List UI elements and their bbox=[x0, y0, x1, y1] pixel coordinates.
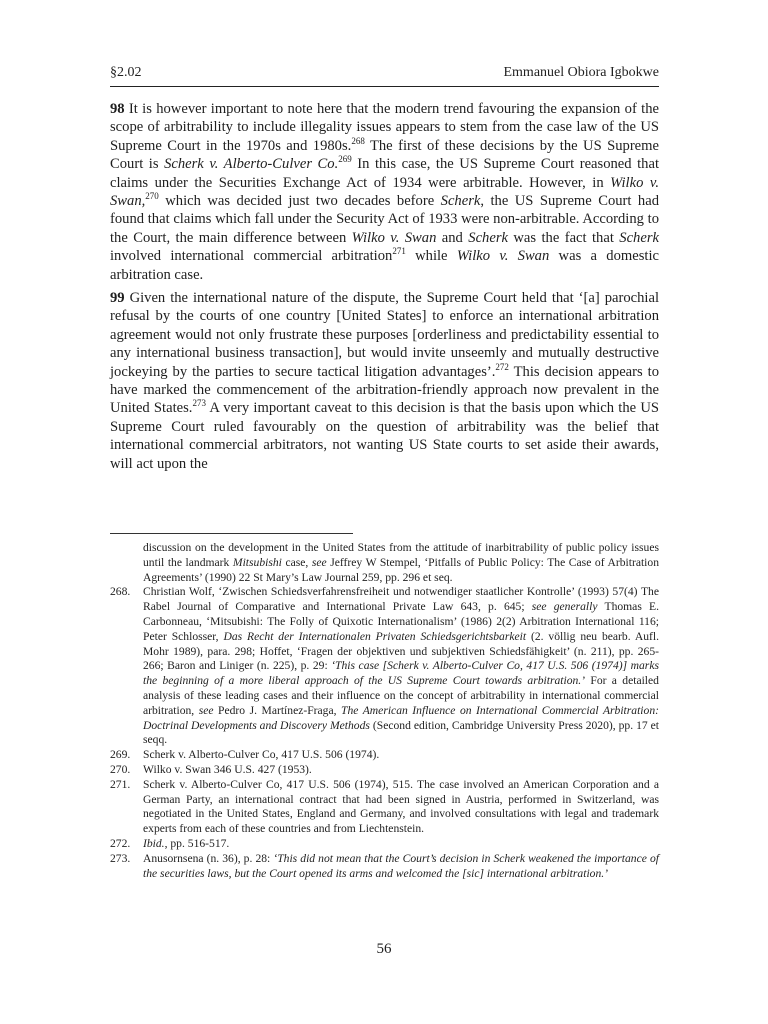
paragraph-text: A very important caveat to this decision is that the basis upon which the US Supreme Court ruled favourably on the question of arbitrability was the belief that international commercial arbitrators, not wanting US State courts to set aside their awards, will act upon the bbox=[110, 400, 659, 472]
paragraph-text: and bbox=[436, 229, 469, 246]
running-header bbox=[110, 64, 659, 87]
footnote-number: 270. bbox=[110, 762, 131, 776]
footnote-ref[interactable]: 268 bbox=[351, 135, 365, 146]
footnote-italic: ‘This did not mean that the Court’s decision in Scherk weakened the importance of the securities laws, but the Court opened its arms and welcomed the [sic] international arbitration.’ bbox=[143, 851, 659, 880]
footnote-number: 272. bbox=[110, 836, 131, 850]
footnote-ref[interactable]: 272 bbox=[495, 361, 509, 372]
paragraph-number: 98 bbox=[110, 101, 125, 117]
footnote-text: Scherk v. Alberto-Culver Co, 417 U.S. 506 (1974), 515. The case involved an American Corporation and a German Party, an international contract that had been signed in Austria, performed in Switzerland, was negotiated in the United States, England and Germany, and involved consultations with legal and trademark experts from each of these countries and from Liechtenstein. bbox=[143, 777, 659, 836]
paragraph-text: involved international commercial arbitration bbox=[110, 248, 393, 265]
footnote-text: Jeffrey W Stempel, ‘Pitfalls of Public Policy: The Case of Arbitration Agreements’ (1990) 22 St Mary’s Law Journal 259, pp. 296 et seq. bbox=[143, 555, 659, 584]
footnote-italic: see generally bbox=[531, 600, 598, 614]
footnote-divider bbox=[110, 533, 353, 534]
footnote-text: For a detailed analysis of these leading cases and their influence on the concept of arbitrability in international commercial arbitration, bbox=[143, 674, 659, 717]
footnote-ref[interactable]: 270 bbox=[145, 191, 159, 202]
case-name: Wilko v. Swan, bbox=[110, 174, 659, 210]
footnote-269 bbox=[110, 748, 659, 763]
footnote-273 bbox=[110, 852, 659, 882]
footnotes-section bbox=[110, 541, 659, 881]
paragraph-text: Given the international nature of the dispute, the Supreme Court held that ‘[a] parochial refusal by the courts of one country [United States] to enforce an international arbitration agreement would not only frustrate these purposes [orderliness and predictability essential to any international business transaction], but would invite unseemly and mutually destructive jockeying by the parties to secure tactical litigation advantages’. bbox=[110, 290, 659, 380]
footnote-text: case, bbox=[281, 555, 312, 569]
paragraph-text: The first of these decisions by the US Supreme Court is bbox=[110, 137, 659, 173]
case-name: Wilko v. Swan bbox=[456, 248, 550, 265]
footnote-text: (2. völlig neu bearb. Aufl. Mohr 1989), para. 298; Hoffet, ‘Fragen der objektiven und subjektiven Schiedsfähigkeit’ (n. 211), pp. 265-266; Baron and Liniger (n. 225), p. 29: bbox=[143, 629, 659, 673]
footnote-text: Wilko v. Swan 346 U.S. 427 (1953). bbox=[143, 762, 312, 776]
footnote-270 bbox=[110, 763, 659, 778]
page-number: 56 bbox=[376, 941, 392, 957]
paragraph-99 bbox=[110, 289, 659, 473]
paragraph-98 bbox=[110, 100, 659, 284]
paragraph-text: while bbox=[405, 248, 457, 265]
case-name: Scherk bbox=[440, 193, 481, 210]
footnote-number: 271. bbox=[110, 777, 131, 791]
section-label: §2.02 bbox=[110, 65, 142, 80]
footnote-text: Scherk v. Alberto-Culver Co, 417 U.S. 506 (1974). bbox=[143, 748, 380, 762]
paragraph-text: which was decided just two decades before bbox=[158, 193, 441, 210]
footnote-ref[interactable]: 271 bbox=[392, 246, 406, 257]
footnote-271 bbox=[110, 778, 659, 837]
footnote-ref[interactable]: 273 bbox=[192, 398, 206, 409]
author-name: Emmanuel Obiora Igbokwe bbox=[503, 65, 659, 80]
footnote-continuation bbox=[110, 541, 659, 585]
footnote-italic: see bbox=[198, 703, 214, 717]
case-name: Wilko v. Swan bbox=[351, 229, 437, 246]
footnote-italic: ‘This case [Scherk v. Alberto-Culver Co, 417 U.S. 506 (1974)] marks the beginning of a more liberal approach of the US Supreme Court towards arbitration.’ bbox=[143, 659, 659, 688]
footnote-italic: see bbox=[311, 555, 327, 569]
footnote-number: 273. bbox=[110, 851, 131, 865]
footnote-text: Christian Wolf, ‘Zwischen Schiedsverfahrensfreiheit und notwendiger staatlicher Kontrolle’ (1993) 57(4) The Rabel Journal of Comparative and International Private Law 643, p. 645; bbox=[143, 585, 659, 614]
footnote-text: Thomas E. Carbonneau, ‘Mitsubishi: The Folly of Quixotic Internationalism’ (1986) 2(2) Arbitration International 116; Peter Schlosser, bbox=[143, 600, 660, 643]
case-name: Scherk bbox=[619, 229, 659, 246]
footnote-italic: Ibid. bbox=[143, 836, 165, 850]
paragraph-number: 99 bbox=[110, 290, 125, 306]
footnote-text: discussion on the development in the United States from the attitude of inarbitrability of public policy issues until the landmark bbox=[143, 541, 659, 569]
paragraph-text: was a domestic arbitration case. bbox=[110, 248, 659, 283]
paragraph-text: , the US Supreme Court had found that claims which fall under the Security Act of 1933 were non-arbitrable. According to the Court, the main difference between bbox=[110, 193, 659, 246]
footnote-text: (Second edition, Cambridge University Press 2020), pp. 17 et seqq. bbox=[143, 718, 659, 747]
paragraph-text: In this case, the US Supreme Court reasoned that claims under the Securities Exchange Act of 1934 were arbitrable. However, in bbox=[110, 156, 659, 191]
footnote-number: 268. bbox=[110, 585, 131, 599]
footnote-italic: Das Recht der Internationalen Privaten Schiedsgerichtsbarkeit bbox=[223, 629, 527, 643]
footnote-text: , pp. 516-517. bbox=[164, 836, 230, 850]
case-name: Scherk v. Alberto-Culver Co. bbox=[164, 156, 339, 173]
footnote-number: 269. bbox=[110, 748, 131, 762]
footnote-272 bbox=[110, 837, 659, 852]
case-name: Scherk bbox=[468, 229, 508, 246]
footnote-text: Pedro J. Martínez-Fraga, bbox=[213, 703, 342, 717]
footnote-ref[interactable]: 269 bbox=[338, 154, 352, 165]
footnote-italic: Mitsubishi bbox=[232, 555, 282, 569]
footnote-text: Anusornsena (n. 36), p. 28: bbox=[143, 851, 274, 865]
paragraph-text: It is however important to note here that the modern trend favouring the expansion of the scope of arbitrability to include illegality issues appears to stem from the case law of the US Supreme Court in the 1970s and 1980s. bbox=[110, 101, 659, 154]
footnote-268 bbox=[110, 585, 659, 748]
paragraph-text: was the fact that bbox=[507, 229, 620, 246]
footnote-italic: The American Influence on International Commercial Arbitration: Doctrinal Developments and Discovery Methods bbox=[143, 703, 659, 732]
paragraph-text: This decision appears to have marked the commencement of the arbitration-friendly approach now prevalent in the United States. bbox=[110, 363, 660, 417]
